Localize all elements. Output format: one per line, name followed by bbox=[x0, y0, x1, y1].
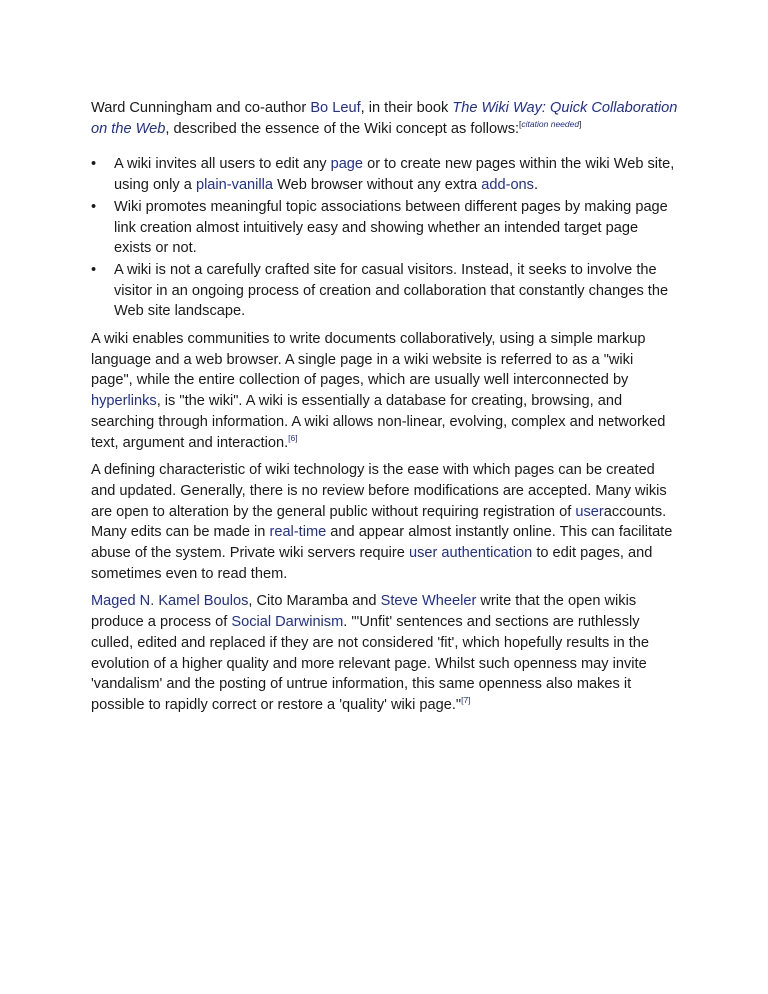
link-citation-needed[interactable] bbox=[521, 118, 582, 129]
citation-needed-marker bbox=[519, 119, 581, 129]
link-bo-leuf[interactable]: Bo Leuf bbox=[310, 100, 361, 116]
para2-text-3: and appear almost instantly online. This can facilitate abuse of the system. Private wiki servers require bbox=[91, 524, 673, 562]
reference-6 bbox=[288, 433, 297, 443]
wiki-definition-paragraph bbox=[91, 329, 678, 453]
link-page[interactable]: page bbox=[330, 156, 364, 173]
bullet-2-text: Wiki promotes meaningful topic associations between different pages by making page link creation almost intuitively easy and showing whether an intended target page exists or not. bbox=[114, 198, 668, 257]
bullet-1-text-3: Web browser without any extra bbox=[273, 177, 482, 194]
social-darwinism-paragraph bbox=[91, 591, 678, 715]
link-maged-kamel-boulos[interactable]: Maged N. Kamel Boulos bbox=[91, 593, 249, 610]
para3-text-1: , Cito Maramba and bbox=[248, 593, 381, 610]
para3-text-3: . "'Unfit' sentences and sections are ruthlessly culled, edited and replaced if they are not considered 'fit', which hopefully results in the evolution of a higher quality and more relevant page. Whilst such openness may invite 'vandalism' and the posting of untrue information, this same openness also makes it possible to rapidly correct or restore a 'quality' wiki page." bbox=[91, 614, 650, 713]
bullet-1-text-4: . bbox=[533, 177, 539, 194]
link-social-darwinism[interactable]: Social Darwinism bbox=[231, 614, 344, 631]
bullet-icon: • bbox=[91, 156, 97, 173]
bullet-1-text-2: or to create new pages within the wiki Web site, using only a bbox=[114, 156, 675, 194]
intro-text-2: , in their book bbox=[360, 100, 453, 116]
link-add-ons[interactable]: add-ons bbox=[481, 177, 534, 194]
link-hyperlinks[interactable]: hyperlinks bbox=[91, 393, 157, 410]
bullet-icon: • bbox=[91, 198, 97, 215]
list-item bbox=[91, 197, 678, 259]
list-item bbox=[91, 154, 678, 195]
para2-text-4: to edit pages, and sometimes even to read them. bbox=[91, 545, 653, 582]
citation-close-bracket: ] bbox=[579, 118, 582, 129]
intro-text-1: Ward Cunningham and co-author bbox=[91, 100, 311, 116]
intro-text-3: , described the essence of the Wiki concept as follows: bbox=[165, 120, 520, 137]
para2-text-2: accounts. Many edits can be made in bbox=[91, 503, 667, 541]
wiki-characteristic-paragraph bbox=[91, 460, 678, 584]
link-reference-6[interactable]: [6] bbox=[288, 432, 298, 443]
para2-text-1: A defining characteristic of wiki technology is the ease with which pages can be created and updated. Generally, there is no review before modifications are accepted. Many wikis are open to alteration by the general public without requiring registration of bbox=[91, 462, 667, 520]
list-item bbox=[91, 260, 678, 322]
bullet-1-text-1: A wiki invites all users to edit any bbox=[114, 156, 331, 173]
citation-needed-text: citation needed bbox=[521, 118, 580, 129]
para1-text-2: , is "the wiki". A wiki is essentially a database for creating, browsing, and searching through information. A wiki allows non-linear, evolving, complex and networked text, argument and interaction. bbox=[91, 393, 666, 451]
book-title: The Wiki Way: Quick Collaboration on the Web bbox=[91, 100, 678, 137]
para1-text-1: A wiki enables communities to write documents collaboratively, using a simple markup language and a web browser. A single page in a wiki website is referred to as a "wiki page", while the entire collection of pages, which are usually well interconnected by bbox=[91, 331, 646, 389]
para3-text-2: write that the open wikis produce a process of bbox=[91, 593, 637, 631]
reference-7 bbox=[461, 695, 470, 705]
link-real-time[interactable]: real-time bbox=[269, 524, 327, 541]
wiki-essence-list bbox=[91, 154, 678, 322]
link-user[interactable]: user bbox=[575, 503, 604, 520]
intro-paragraph bbox=[91, 98, 678, 139]
link-reference-7[interactable]: [7] bbox=[461, 694, 471, 705]
link-steve-wheeler[interactable]: Steve Wheeler bbox=[380, 593, 477, 610]
bullet-3-text: A wiki is not a carefully crafted site for casual visitors. Instead, it seeks to involve the visitor in an ongoing process of creation and collaboration that constantly changes the Web site landscape. bbox=[114, 261, 669, 320]
citation-open-bracket: [ bbox=[519, 118, 522, 129]
link-plain-vanilla[interactable]: plain-vanilla bbox=[195, 177, 274, 194]
link-user-authentication[interactable]: user authentication bbox=[408, 545, 533, 562]
bullet-icon: • bbox=[91, 261, 97, 278]
